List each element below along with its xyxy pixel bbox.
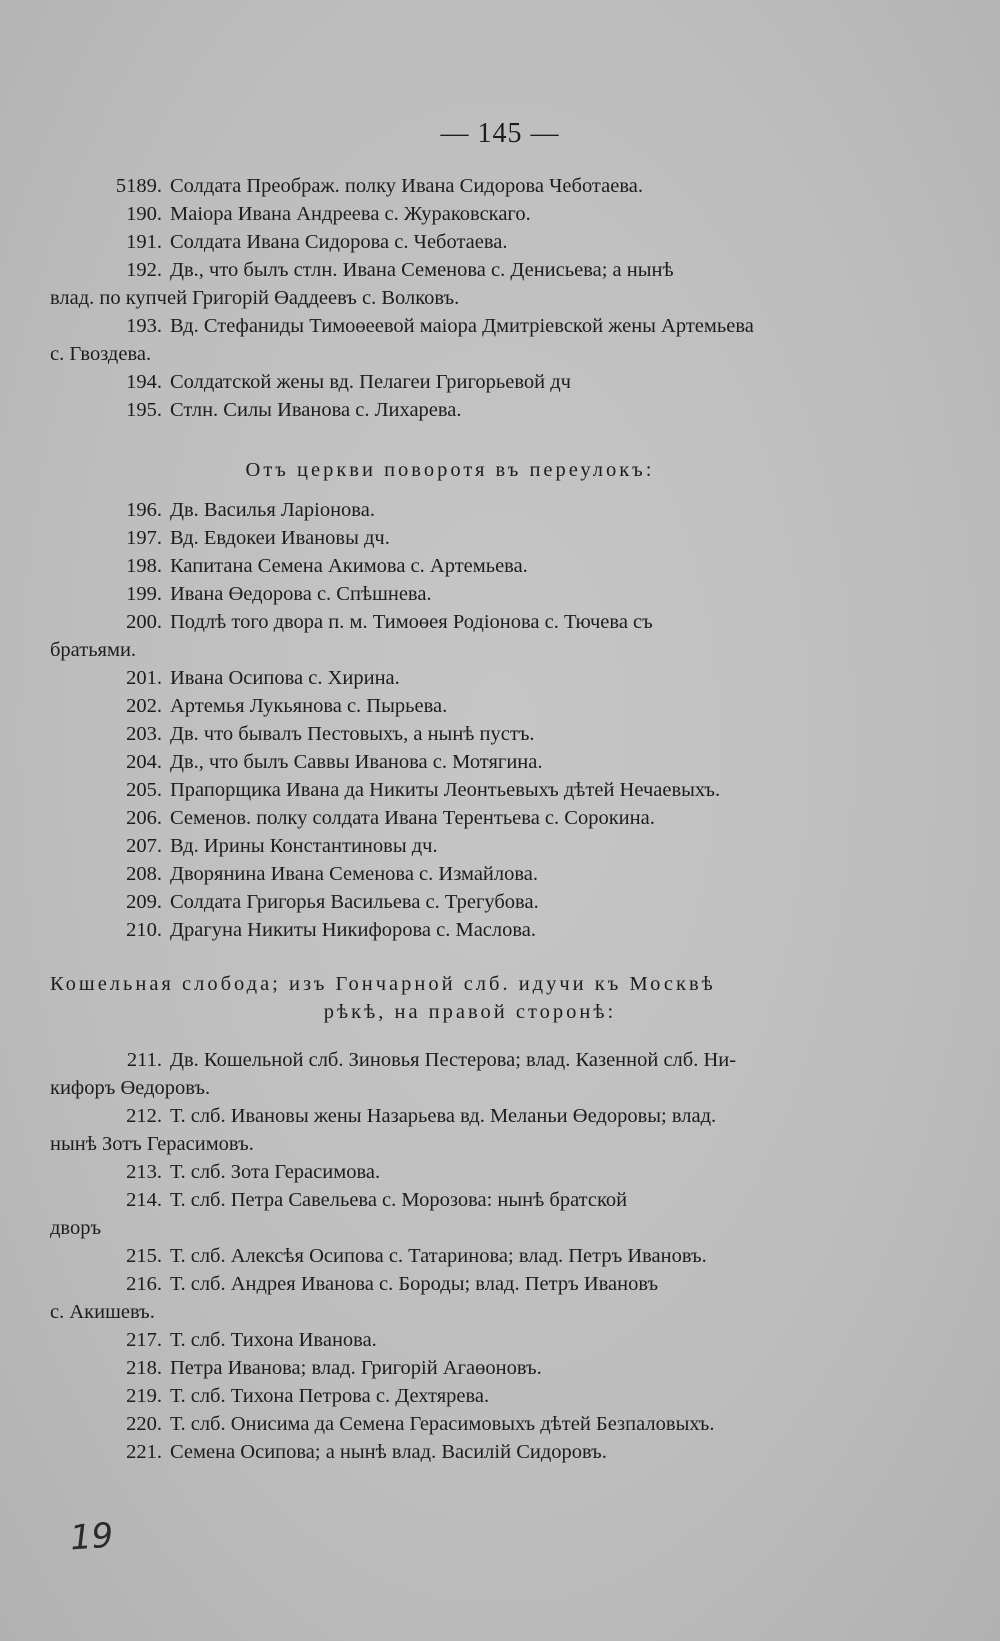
entry-first-line	[50, 256, 830, 284]
entry-number: 204.	[126, 751, 162, 773]
entry-text: Маiора Ивана Андреева с. Жураковскаго.	[170, 203, 531, 225]
register-entry	[50, 1438, 830, 1466]
entry-continuation-line	[50, 1074, 830, 1102]
entry-text: Ивана Өедорова с. Спѣшнева.	[170, 583, 432, 605]
section-heading-text: Отъ церкви поворотя въ переулокъ:	[245, 459, 655, 481]
entry-continuation-line	[50, 1130, 830, 1158]
register-entry	[50, 1186, 830, 1242]
entry-number: 196.	[126, 499, 162, 521]
entry-first-line	[50, 1270, 830, 1298]
entry-first-line	[50, 200, 830, 228]
entry-first-line	[50, 228, 830, 256]
entry-text: Стлн. Силы Иванова с. Лихарева.	[170, 399, 462, 421]
entry-first-line	[50, 1382, 830, 1410]
entry-number: 215.	[126, 1245, 162, 1267]
entry-number: 213.	[126, 1161, 162, 1183]
entry-text: влад. по купчей Григорiй Өаддеевъ с. Волковъ.	[50, 287, 460, 309]
entry-number: 191.	[126, 231, 162, 253]
entry-text: Прапорщика Ивана да Никиты Леонтьевыхъ дѣтей Нечаевыхъ.	[170, 779, 721, 801]
entry-first-line	[50, 888, 830, 916]
entry-first-line	[50, 396, 830, 424]
register-entry	[50, 396, 830, 424]
entry-text: Вд. Ирины Константиновы дч.	[170, 835, 438, 857]
entry-first-line	[50, 1186, 830, 1214]
entry-first-line	[50, 552, 830, 580]
entry-number: 192.	[126, 259, 162, 281]
entry-first-line	[50, 832, 830, 860]
register-entry	[50, 776, 830, 804]
entry-text: Вд. Евдокеи Ивановы дч.	[170, 527, 390, 549]
register-entry	[50, 1382, 830, 1410]
register-entry	[50, 228, 830, 256]
entry-text: Ивана Осипова с. Хирина.	[170, 667, 400, 689]
entry-continuation-line	[50, 636, 830, 664]
section-heading-church-lane	[50, 456, 850, 484]
entry-number: 210.	[126, 919, 162, 941]
section-heading-koshelnaya	[50, 970, 850, 1026]
register-entry	[50, 552, 830, 580]
entry-number: 205.	[126, 779, 162, 801]
register-entry	[50, 312, 830, 368]
register-entry	[50, 1158, 830, 1186]
entry-number: 207.	[126, 835, 162, 857]
entry-number: 197.	[126, 527, 162, 549]
register-entry	[50, 748, 830, 776]
entry-text: Драгуна Никиты Никифорова с. Маслова.	[170, 919, 537, 941]
entries-group-b	[50, 496, 830, 944]
entry-first-line	[50, 580, 830, 608]
entry-number: 201.	[126, 667, 162, 689]
register-entry	[50, 832, 830, 860]
entry-number: 190.	[126, 203, 162, 225]
entry-first-line	[50, 172, 830, 200]
entry-text: Дв. Кошельной слб. Зиновья Пестерова; влад. Казенной слб. Ни-	[170, 1049, 737, 1071]
register-entry	[50, 1242, 830, 1270]
register-entry	[50, 664, 830, 692]
entry-text: Солдата Преображ. полку Ивана Сидорова Чеботаева.	[170, 175, 643, 197]
entry-number: 216.	[126, 1273, 162, 1295]
entry-text: Солдата Григорья Васильева с. Трегубова.	[170, 891, 539, 913]
entry-first-line	[50, 1046, 830, 1074]
entry-number: 212.	[126, 1105, 162, 1127]
entry-text: нынѣ Зотъ Герасимовъ.	[50, 1133, 254, 1155]
handwritten-note: 19	[68, 1515, 115, 1559]
page-number: — 145 —	[440, 118, 560, 149]
entry-text: дворъ	[50, 1217, 102, 1239]
entry-text: Капитана Семена Акимова с. Артемьева.	[170, 555, 528, 577]
register-entry	[50, 256, 830, 312]
register-entry	[50, 1410, 830, 1438]
entry-text: Дв., что былъ Саввы Иванова с. Мотягина.	[170, 751, 543, 773]
entry-first-line	[50, 1438, 830, 1466]
entry-first-line	[50, 524, 830, 552]
entry-number: 208.	[126, 863, 162, 885]
register-entry	[50, 172, 830, 200]
entry-first-line	[50, 916, 830, 944]
entry-first-line	[50, 496, 830, 524]
entry-first-line	[50, 608, 830, 636]
entry-number: 193.	[126, 315, 162, 337]
entry-text: Т. слб. Ивановы жены Назарьева вд. Меланьи Өедоровы; влад.	[170, 1105, 717, 1127]
entry-first-line	[50, 748, 830, 776]
entry-text: Вд. Стефаниды Тимоөеевой маiора Дмитрiевской жены Артемьева	[170, 315, 754, 337]
entry-text: Т. слб. Онисима да Семена Герасимовыхъ дѣтей Безпаловыхъ.	[170, 1413, 715, 1435]
entry-number: 198.	[126, 555, 162, 577]
entry-number: 217.	[126, 1329, 162, 1351]
entry-first-line	[50, 720, 830, 748]
entry-number: 200.	[126, 611, 162, 633]
register-entry	[50, 496, 830, 524]
register-entry	[50, 1046, 830, 1102]
entry-text: Петра Иванова; влад. Григорiй Агаөоновъ.	[170, 1357, 542, 1379]
entry-number: 219.	[126, 1385, 162, 1407]
entry-first-line	[50, 804, 830, 832]
entry-first-line	[50, 312, 830, 340]
entry-text: Дв., что былъ стлн. Ивана Семенова с. Денисьева; а нынѣ	[170, 259, 674, 281]
entry-continuation-line	[50, 340, 830, 368]
entry-first-line	[50, 664, 830, 692]
register-entry	[50, 580, 830, 608]
entry-continuation-line	[50, 1298, 830, 1326]
entry-text: Артемья Лукьянова с. Пырьева.	[170, 695, 448, 717]
entry-number: 209.	[126, 891, 162, 913]
entry-text: Дв. что бывалъ Пестовыхъ, а нынѣ пустъ.	[170, 723, 535, 745]
entry-text: с. Акишевъ.	[50, 1301, 155, 1323]
register-entry	[50, 804, 830, 832]
entry-text: братьями.	[50, 639, 137, 661]
register-entry	[50, 1102, 830, 1158]
entry-first-line	[50, 1158, 830, 1186]
entry-text: Дв. Василья Ларiонова.	[170, 499, 375, 521]
register-entry	[50, 888, 830, 916]
entries-group-c	[50, 1046, 830, 1466]
register-entry	[50, 720, 830, 748]
register-entry	[50, 916, 830, 944]
entry-text: кифоръ Өедоровъ.	[50, 1077, 211, 1099]
register-entry	[50, 860, 830, 888]
entry-number: 211.	[126, 1049, 162, 1071]
entries-group-a	[50, 172, 830, 424]
entry-number: 202.	[126, 695, 162, 717]
register-entry	[50, 200, 830, 228]
entry-first-line	[50, 1242, 830, 1270]
section-heading-line-2: рѣкѣ, на правой сторонѣ:	[323, 1001, 617, 1023]
register-entry	[50, 692, 830, 720]
entry-text: Т. слб. Зота Герасимова.	[170, 1161, 381, 1183]
entry-first-line	[50, 368, 830, 396]
section-heading-line-1: Кошельная слобода; изъ Гончарной слб. идучи къ Москвѣ	[50, 973, 716, 995]
entry-first-line	[50, 1354, 830, 1382]
entry-text: Солдатской жены вд. Пелагеи Григорьевой дч	[170, 371, 571, 393]
entry-text: Подлѣ того двора п. м. Тимоөея Родiонова с. Тючева съ	[170, 611, 653, 633]
entry-number: 203.	[126, 723, 162, 745]
entry-text: Дворянина Ивана Семенова с. Измайлова.	[170, 863, 539, 885]
entry-text: с. Гвоздева.	[50, 343, 152, 365]
entry-number: 220.	[126, 1413, 162, 1435]
entry-first-line	[50, 860, 830, 888]
entry-text: Семенов. полку солдата Ивана Терентьева с. Сорокина.	[170, 807, 655, 829]
entry-first-line	[50, 1102, 830, 1130]
entry-first-line	[50, 1410, 830, 1438]
entry-text: Т. слб. Тихона Петрова с. Дехтярева.	[170, 1385, 490, 1407]
entry-text: Т. слб. Петра Савельева с. Морозова: нынѣ братской	[170, 1189, 628, 1211]
entry-number: 199.	[126, 583, 162, 605]
entry-text: Т. слб. Тихона Иванова.	[170, 1329, 377, 1351]
entry-number: 194.	[126, 371, 162, 393]
entry-number: 206.	[126, 807, 162, 829]
entry-text: Т. слб. Андрея Иванова с. Бороды; влад. Петръ Ивановъ	[170, 1273, 659, 1295]
entry-text: Солдата Ивана Сидорова с. Чеботаева.	[170, 231, 508, 253]
register-entry	[50, 368, 830, 396]
entry-continuation-line	[50, 1214, 830, 1242]
register-entry	[50, 524, 830, 552]
entry-text: Семена Осипова; а нынѣ влад. Василiй Сидоровъ.	[170, 1441, 607, 1463]
entry-first-line	[50, 776, 830, 804]
entry-first-line	[50, 692, 830, 720]
entry-number: 5189.	[115, 175, 162, 197]
register-entry	[50, 1270, 830, 1326]
entry-first-line	[50, 1326, 830, 1354]
entry-number: 218.	[126, 1357, 162, 1379]
register-entry	[50, 1326, 830, 1354]
entry-number: 214.	[126, 1189, 162, 1211]
entry-continuation-line	[50, 284, 830, 312]
register-entry	[50, 608, 830, 664]
register-entry	[50, 1354, 830, 1382]
entry-number: 195.	[126, 399, 162, 421]
entry-number: 221.	[126, 1441, 162, 1463]
entry-text: Т. слб. Алексѣя Осипова с. Татаринова; влад. Петръ Ивановъ.	[170, 1245, 707, 1267]
